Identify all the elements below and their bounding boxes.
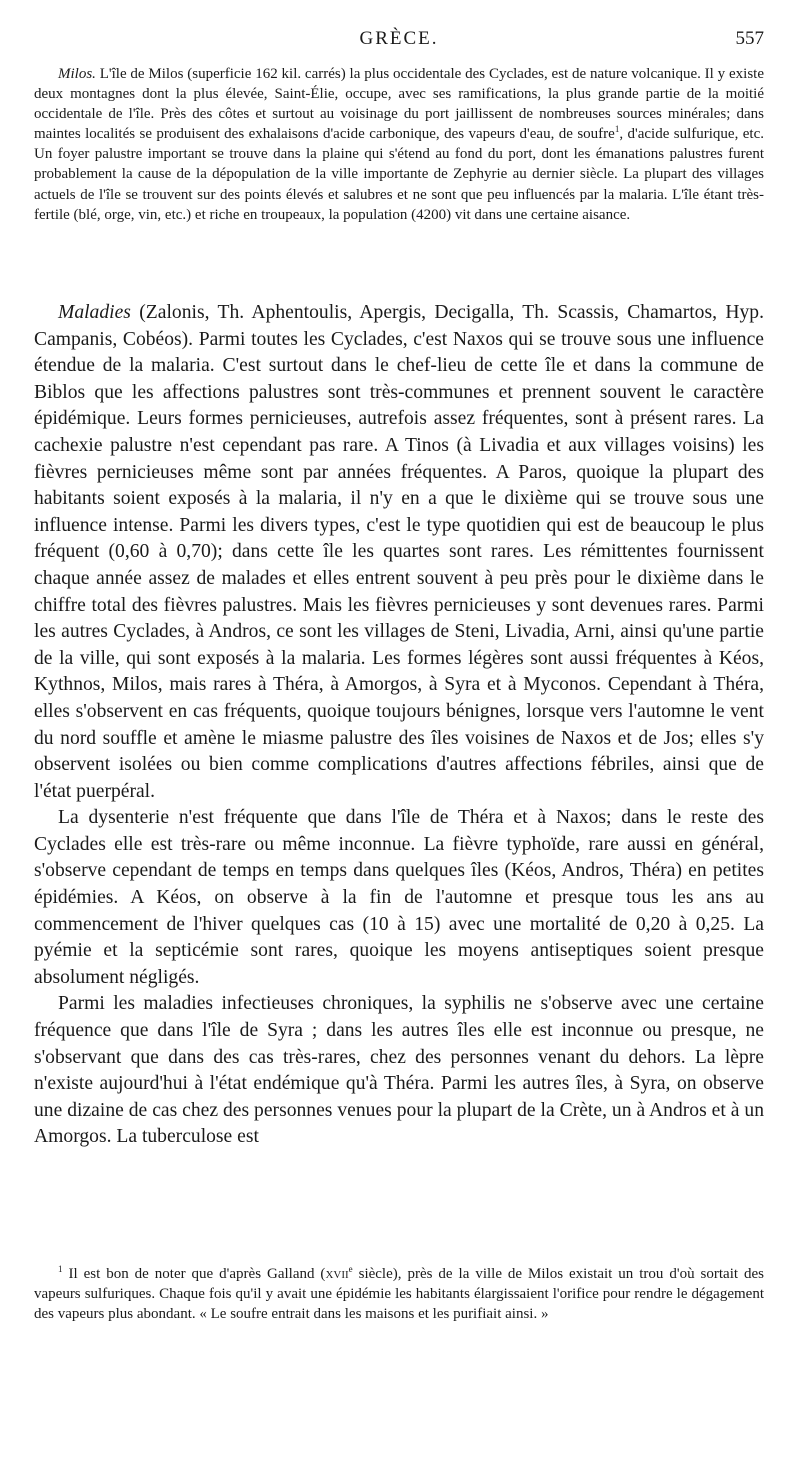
milos-text-a: L'île de Milos (superficie 162 kil. carrés) la plus occidentale des Cyclades, est de nature volcanique. Il y existe deux montagnes dont la plus élevée, Saint-Élie, occupe, avec ses ramifications, la plus grande partie de la moitié occidentale de l'île. Près des côtes et surtout au voisinage du port jaillissent de nombreuses sources minérales; dans maintes localités se produisent des exhalaisons d'acide carbonique, des vapeurs d'eau, de soufre [34, 66, 764, 143]
milos-paragraph [34, 64, 764, 225]
footnote-century-sup: e [348, 1264, 353, 1274]
footnote-text-a: Il est bon de noter que d'après Galland ( [62, 1266, 326, 1282]
footnote-marker: 1 [58, 1264, 63, 1274]
milos-text-b: , d'acide sulfurique, etc. Un foyer palustre important se trouve dans la plaine qui s'étend au fond du port, dont les émanations palustres furent probablement la cause de la dépopulation de la ville importante de Zephyrie au dernier siècle. La plupart des villages actuels de l'île se trouvent sur des points élevés et salubres et ne sont que peu influencés par la malaria. L'île étant très-fertile (blé, orge, vin, etc.) et riche en troupeaux, la population (4200) vit dans une certaine aisance. [34, 126, 764, 223]
footnote-text-b: siècle), près de la ville de Milos existait un trou d'où sortait des vapeurs sulfuriques. Chaque fois qu'il y avait une épidémie les habitants élargissaient l'orifice pour rendre le dégagement des vapeurs plus abondant. « Le soufre entrait dans les maisons et les purifiait ainsi. » [34, 1266, 764, 1322]
maladies-lead: Maladies [58, 302, 131, 323]
milos-lead: Milos. [58, 66, 96, 82]
footnote [34, 1264, 764, 1324]
running-title: GRÈCE. [359, 28, 439, 49]
syphilis-paragraph: Parmi les maladies infectieuses chroniques, la syphilis ne s'observe avec une certaine fréquence que dans l'île de Syra ; dans les autres îles elle est inconnue ou presque, ne s'observant que dans des cas très-rares, chez des personnes venant du dehors. La lèpre n'existe aujourd'hui à l'état endémique qu'à Théra. Parmi les autres îles, à Syra, on observe une dizaine de cas chez des personnes venues pour la plupart de la Crète, un à Andros et à un Amorgos. La tuberculose est [34, 993, 764, 1148]
page-header [34, 28, 764, 58]
main-body [34, 300, 764, 1151]
page-number: 557 [735, 28, 764, 49]
dysenterie-paragraph: La dysenterie n'est fréquente que dans l'île de Théra et à Naxos; dans le reste des Cyclades elle est très-rare ou même inconnue. La fièvre typhoïde, rare aussi en général, s'observe cependant de temps en temps dans quelques îles (Kéos, Andros, Théra) en petites épidémies. A Kéos, on observe à la fin de l'automne et presque tous les ans au commencement de l'hiver quelques cas (10 à 15) avec une mortalité de 0,20 à 0,25. La pyémie et la septicémie sont rares, quoique les moyens antiseptiques soient presque absolument négligés. [34, 807, 764, 988]
maladies-text: (Zalonis, Th. Aphentoulis, Apergis, Decigalla, Th. Scassis, Chamartos, Hyp. Campanis, Cobéos). Parmi toutes les Cyclades, c'est Naxos qui se trouve sous une influence étendue de la malaria. C'est surtout dans le chef-lieu de cette île et dans la commune de Biblos que les affections palustres sont très-communes et prennent souvent le caractère épidémique. Leurs formes pernicieuses, autrefois assez fréquentes, sont à présent rares. La cachexie palustre n'est cependant pas rare. A Tinos (à Livadia et aux villages voisins) les fièvres pernicieuses même sont par années fréquentes. A Paros, quoique la plupart des habitants soient exposés à la malaria, il n'y en a que le dixième qui se trouve sous une influence intense. Parmi les divers types, c'est le type quotidien qui est de beaucoup le plus fréquent (0,60 à 0,70); dans cette île les quartes sont rares. Les rémittentes fournissent chaque année assez de malades et elles entrent souvent à peu près pour le dixième dans le chiffre total des fièvres palustres. Mais les fièvres pernicieuses y sont devenues rares. Parmi les autres Cyclades, à Andros, ce sont les villages de Steni, Livadia, Arni, ainsi qu'une partie de la ville, qui sont exposés à la malaria. Les formes légères sont aussi fréquentes à Kéos, Kythnos, Milos, mais rares à Théra, à Amorgos, à Syra et à Myconos. Cependant à Théra, elles s'observent en cas fréquents, quoique toujours bénignes, lorsque vers l'automne le vent du nord souffle et amène le miasme palustre des îles voisines de Naxos et de Jos; elles s'y observent isolées ou bien comme complications d'autres affections fébriles, ainsi que de l'état puerpéral. [34, 302, 764, 802]
footnote-century: xvii [325, 1266, 349, 1282]
maladies-paragraph [34, 300, 764, 805]
footnote-ref: 1 [614, 124, 620, 135]
